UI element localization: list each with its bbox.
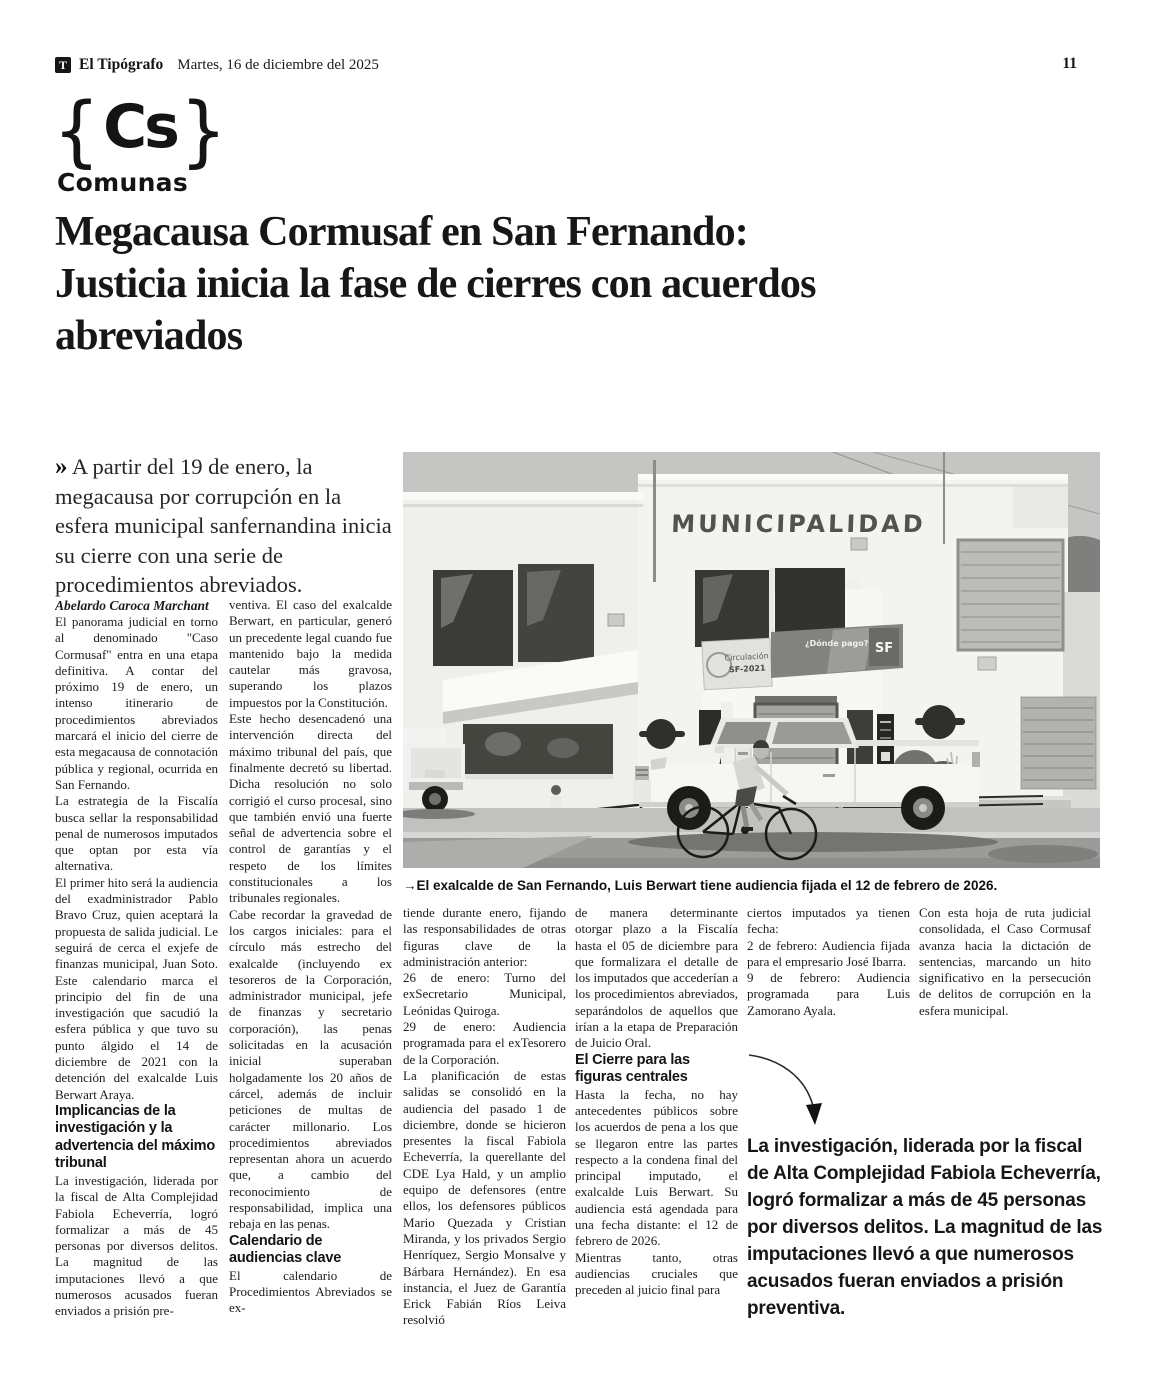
newspaper-name: El Tipógrafo <box>79 56 164 73</box>
masthead <box>55 56 379 74</box>
section-logo <box>53 85 227 197</box>
building-sign: MUNICIPALIDAD <box>670 510 927 538</box>
article-lead <box>55 452 399 600</box>
banner-dark-text: ¿Dónde pago? <box>805 639 869 648</box>
paragraph: Este hecho desencadenó una intervención directa del máximo tribunal del país, que finalmente decretó su libertad. Dicha resolución no solo corrigió el curso procesal, sino que también envió una fuerte señal de advertencia sobre el control de garantías y el respeto de los límites constitucionales a los tribunales regionales. <box>229 711 392 906</box>
brace-left-glyph: { <box>53 85 101 177</box>
paragraph: Cabe recordar la gravedad de los cargos iniciales: para el círculo más estrecho del exalcalde (incluyendo ex tesoreros de la Corporación, administrador municipal, jefe de finanzas y secretario corporación), las penas solicitadas en la acusación inicial superaban holgadamente los 20 años de cárcel, además de incluir peticiones de multas de carácter millonario. Los procedimientos abreviados representan ahora un acuerdo que, a cambio del reconocimiento de responsabilidad, implica una rebaja en las penas. <box>229 906 392 1232</box>
subhead-implicancias: Implicancias de la investigación y la advertencia del máximo tribunal <box>55 1102 216 1172</box>
pull-quote: La investigación, liderada por la fiscal de Alta Complejidad Fabiola Echeverría, logró formalizar a más de 45 personas por diversos delitos. La magnitud de las imputaciones llevó a que numerosos acusados fueran enviados a prisión preventiva. <box>747 1136 1103 1319</box>
body-column-5 <box>747 905 910 1019</box>
paragraph: El primer hito será la audiencia del exadministrador Pablo Bravo Cruz, quien aceptará la propuesta de salida judicial. Le seguirá de cerca el exjefe de finanzas municipal, Juan Soto. Este calendario marca el principio del fin de una investigación que sacudió la esfera pública y que tuvo su punto álgido el 14 de diciembre de 2021 con la detención del exalcalde Luis Berwart Araya. <box>55 874 218 1102</box>
section-abbr: Cs <box>103 92 177 162</box>
paragraph: Mientras tanto, otras audiencias cruciales que preceden al juicio final para <box>575 1249 738 1298</box>
paragraph: Con esta hoja de ruta judicial consolidada, el Caso Cormusaf avanza hacia la dictación de sentencias, marcando un hito significativo en la persecución de delitos de corrupción en la esfera municipal. <box>919 905 1091 1018</box>
paragraph: La planificación de estas salidas se consolidó en la audiencia del pasado 1 de diciembre, donde se hicieron presentes la fiscal Fabiola Echeverría, la querellante del CDE Lya Hald, y un amplio equipo de defensores (entre ellos, los defensores públicos Mario Quezada y Cristian Miranda, y los privados Sergio Henríquez, Sergio Monsalve y Bárbara Hernández). En esa instancia, el Juez de Garantía Erick Fabián Ríos Leiva resolvió <box>403 1067 566 1328</box>
headline-line-3: abreviados <box>55 313 243 359</box>
paragraph: tiende durante enero, fijando las responsabilidades de otras figuras clave de la administración anterior: <box>403 905 566 969</box>
banner-sf-badge: SF <box>874 641 894 656</box>
paragraph: Hasta la fecha, no hay antecedentes públicos sobre los acuerdos de pena a los que se llegaron entre las partes respecto a la condena final del principal imputado, el exalcalde Luis Berwart. Su audiencia está agendada para una fecha distante: el 12 de febrero de 2026. <box>575 1086 738 1249</box>
section-name: Comunas <box>57 168 189 197</box>
subhead-calendario: Calendario de audiencias clave <box>229 1232 342 1267</box>
lead-quote-marker: » <box>55 453 68 480</box>
paragraph: La estrategia de la Fiscalía busca sellar la responsabilidad penal de numerosos imputados que optan por esta vía alternativa. <box>55 793 218 874</box>
newspaper-logo-icon: T <box>55 57 71 73</box>
subhead-cierre: El Cierre para las figuras centrales <box>575 1051 690 1086</box>
lead-text: A partir del 19 de enero, la megacausa por corrupción en la esfera municipal sanfernandina inicia su cierre con una serie de procedimientos abreviados. <box>55 454 392 597</box>
article-headline <box>55 206 1075 362</box>
paragraph: El panorama judicial en torno al denominado "Caso Cormusaf" entra en una etapa definitiva. A contar del próximo 19 de enero, un intenso itinerario de procedimientos abreviados marcará el inicio del cierre de esta megacausa de connotación pública y regional, ocurrida en San Fernando. <box>55 614 218 792</box>
body-column-1 <box>55 597 218 1345</box>
headline-line-2: Justicia inicia la fase de cierres con acuerdos <box>55 261 816 307</box>
paragraph: 26 de enero: Turno del exSecretario Municipal, Leónidas Quiroga. <box>403 970 566 1018</box>
banner-light-line2: SF-2021 <box>728 663 766 675</box>
headline-line-1: Megacausa Cormusaf en San Fernando: <box>55 209 748 255</box>
paragraph: El calendario de Procedimientos Abreviados se ex- <box>229 1267 392 1316</box>
paragraph: ciertos imputados ya tienen fecha: <box>747 905 910 937</box>
paragraph: 29 de enero: Audiencia programada para el exTesorero de la Corporación. <box>403 1019 566 1067</box>
body-column-4 <box>575 905 738 1365</box>
paragraph: 2 de febrero: Audiencia fijada para el empresario José Ibarra. <box>747 937 910 969</box>
roller-shutter-right <box>1021 697 1096 789</box>
photo-caption: →El exalcalde de San Fernando, Luis Berwart tiene audiencia fijada el 12 de febrero de 2026. <box>403 878 998 893</box>
page-number: 11 <box>1062 55 1077 72</box>
body-column-6 <box>919 905 1091 1019</box>
curved-arrow-icon <box>747 1048 832 1130</box>
brace-right-glyph: } <box>179 85 227 177</box>
edition-date: Martes, 16 de diciembre del 2025 <box>177 56 379 73</box>
byline: Abelardo Caroca Marchant <box>55 598 209 613</box>
paragraph: La investigación, liderada por la fiscal de Alta Complejidad Fabiola Echeverría, logró formalizar a más de 45 personas por diversos delitos. La magnitud de las imputaciones llevó a que numerosos acusados fueran enviados a prisión pre- <box>55 1172 218 1319</box>
banner-light-line1: Circulación <box>724 651 769 663</box>
body-column-2 <box>229 597 392 1345</box>
paragraph: 9 de febrero: Audiencia programada para Luis Zamorano Ayala. <box>747 970 910 1018</box>
body-column-3 <box>403 905 566 1355</box>
roller-shutter-upper <box>958 540 1063 650</box>
paragraph: de manera determinante otorgar plazo a la Fiscalía hasta el 05 de diciembre para que formalizara el detalle de los imputados que accederían a los procedimientos abreviados, separándolos de aquellos que irían a la etapa de Preparación de Juicio Oral. <box>575 905 738 1051</box>
article-photo <box>403 452 1100 868</box>
paragraph: ventiva. El caso del exalcalde Berwart, en particular, generó un precedente legal cuando fue mantenido bajo la medida cautelar más gravosa, superando los plazos impuestos por la Constitución. <box>229 597 392 710</box>
